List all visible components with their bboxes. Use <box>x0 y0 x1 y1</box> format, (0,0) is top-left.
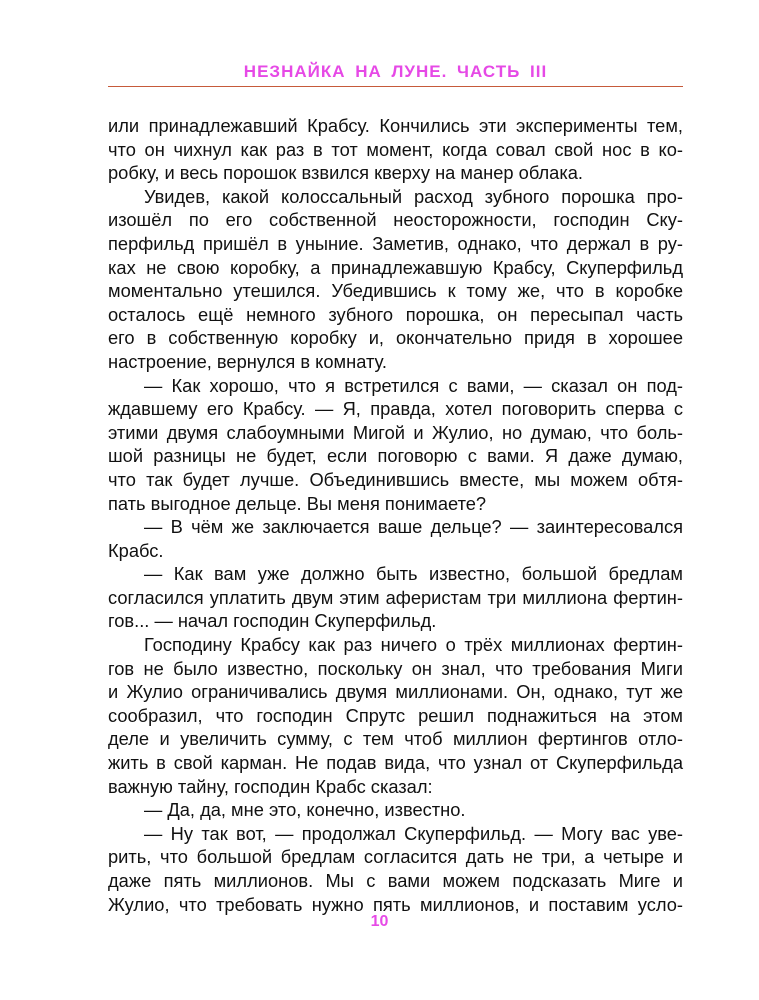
text-line: робку, и весь порошок взвился кверху на манер облака. <box>108 162 583 184</box>
text-line: Жулио, что требовать нужно пять миллионов, и поставим усло- <box>108 893 683 915</box>
text-line: рить, что большой бредлам согласится дать не три, а четыре и <box>108 846 683 868</box>
header-divider <box>108 86 683 87</box>
text-line: ждавшему его Крабсу. — Я, правда, хотел поговорить сперва с <box>108 398 683 420</box>
text-line: деле и увеличить сумму, с тем чтоб миллион фертингов отло- <box>108 728 683 750</box>
text-line: Увидев, какой колоссальный расход зубного порошка про- <box>144 185 683 207</box>
running-header: НЕЗНАЙКА НА ЛУНЕ. ЧАСТЬ III <box>243 62 548 81</box>
text-line: или принадлежавший Крабсу. Кончились эти эксперименты тем, <box>108 115 683 136</box>
text-line: важную тайну, господин Крабс сказал: <box>108 775 433 797</box>
text-line: настроение, вернулся в комнату. <box>108 350 387 372</box>
text-line: пать выгодное дельце. Вы меня понимаете? <box>108 492 487 514</box>
text-line: что так будет лучше. Объединившись вместе, мы можем обтя- <box>108 468 683 490</box>
text-line: Господину Крабсу как раз ничего о трёх миллионах фертин- <box>144 634 683 656</box>
text-line: этими двумя слабоумными Мигой и Жулио, но думаю, что боль- <box>108 421 683 443</box>
text-line: что он чихнул как раз в тот момент, когда совал свой нос в ко- <box>108 138 683 160</box>
text-line: гов... — начал господин Скуперфильд. <box>108 610 437 632</box>
text-line: изошёл по его собственной неосторожности, господин Ску- <box>108 209 683 231</box>
text-line: и Жулио ограничивались двумя миллионами. Он, однако, тут же <box>108 681 683 703</box>
text-line: сообразил, что господин Спрутс решил поднажиться на этом <box>108 704 683 726</box>
text-line: перфильд пришёл в уныние. Заметив, однако, что держал в ру- <box>108 232 683 254</box>
text-line: ках не свою коробку, а принадлежавшую Крабсу, Скуперфильд <box>108 256 683 278</box>
text-line: — В чём же заключается ваше дельце? — заинтересовался <box>144 516 683 538</box>
text-line: Крабс. <box>108 539 164 561</box>
text-line: согласился уплатить двум этим аферистам три миллиона фертин- <box>108 586 683 608</box>
text-line: гов не было известно, поскольку он знал, что требования Миги <box>108 657 683 679</box>
text-line: осталось ещё немного зубного порошка, он пересыпал часть <box>108 303 683 325</box>
text-line: — Как хорошо, что я встретился с вами, — сказал он под- <box>144 374 683 396</box>
text-line: — Ну так вот, — продолжал Скуперфильд. — Могу вас уве- <box>144 822 683 844</box>
text-line: — Да, да, мне это, конечно, известно. <box>144 799 466 821</box>
text-line: даже пять миллионов. Мы с вами можем подсказать Миге и <box>108 870 683 891</box>
text-line: моментально утешился. Убедившись к тому же, что в коробке <box>108 280 683 302</box>
page-body-text <box>108 114 683 916</box>
page-number: 10 <box>370 913 389 930</box>
text-line: — Как вам уже должно быть известно, большой бредлам <box>144 563 683 585</box>
text-line: шой разницы не будет, если поговорю с вами. Я даже думаю, <box>108 445 683 467</box>
text-line: жить в свой карман. Не подав вида, что узнал от Скуперфильда <box>108 752 683 774</box>
text-line: его в собственную коробку и, окончательно придя в хорошее <box>108 327 683 349</box>
